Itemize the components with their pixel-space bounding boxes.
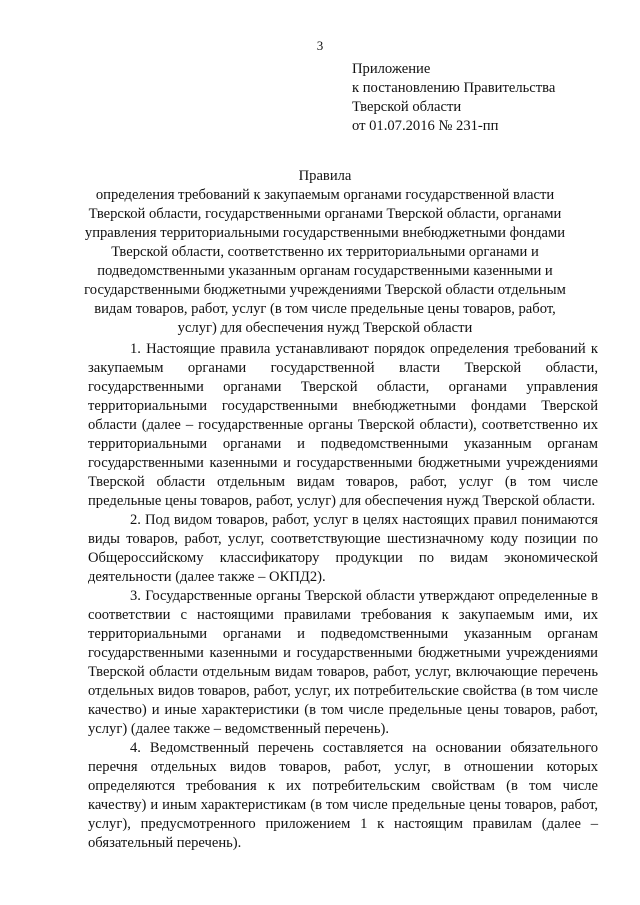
title-line-6: государственными бюджетными учреждениями Тверской области отдельным [84, 282, 566, 298]
appendix-line-4: от 01.07.2016 № 231-пп [352, 118, 499, 134]
title-heading: Правила [298, 168, 352, 184]
document-title [80, 167, 570, 338]
appendix-line-2: к постановлению Правительства [352, 80, 556, 96]
title-line-7: видам товаров, работ, услуг (в том числе предельные цены товаров, работ, [94, 301, 556, 317]
paragraph-1: 1. Настоящие правила устанавливают порядок определения требований к закупаемым органами государственной власти Тверской области, государственными органами Тверской области, органами управления территориальными государственными внебюджетными фондами Тверской области (далее – государственные органы Тверской области), соответственно их территориальными органами и подведомственными указанным органам государственными казенными и государственными бюджетными учреждениями Тверской области отдельным видам товаров, работ, услуг (в том числе предельные цены товаров, работ, услуг) для обеспечения нужд Тверской области. [88, 341, 598, 509]
appendix-line-1: Приложение [352, 61, 431, 77]
paragraph-3: 3. Государственные органы Тверской области утверждают определенные в соответствии с настоящими правилами требования к закупаемым ими, их территориальными органами и подведомственными указанным органам государственными казенными и государственными бюджетными учреждениями Тверской области отдельным видам товаров, работ, услуг, включающие перечень отдельных видов товаров, работ, услуг, их потребительские свойства (в том числе качество) и иные характеристики (в том числе предельные цены товаров, работ, услуг) (далее также – ведомственный перечень). [88, 588, 598, 737]
paragraph-2: 2. Под видом товаров, работ, услуг в целях настоящих правил понимаются виды товаров, работ, услуг, соответствующие шестизначному коду позиции по Общероссийскому классификатору продукции по видам экономической деятельности (далее также – ОКПД2). [88, 512, 598, 585]
title-line-1: определения требований к закупаемым органами государственной власти [95, 187, 555, 203]
paragraph-4: 4. Ведомственный перечень составляется на основании обязательного перечня отдельных видов товаров, работ, услуг, в отношении которых определяются требования к их потребительским свойствам (в том числе качеству) и иным характеристикам (в том числе предельные цены товаров, работ, услуг), предусмотренного приложением 1 к настоящим правилам (далее – обязательный перечень). [88, 740, 598, 851]
appendix-header [352, 60, 622, 136]
title-line-4: Тверской области, соответственно их территориальными органами и [111, 244, 539, 260]
document-body [88, 340, 598, 853]
appendix-line-3: Тверской области [352, 99, 462, 115]
title-line-3: управления территориальными государственными внебюджетными фондами [84, 225, 566, 241]
title-line-2: Тверской области, государственными органами Тверской области, органами [88, 206, 562, 222]
page-number: 3 [316, 38, 324, 53]
title-line-8: услуг) для обеспечения нужд Тверской области [177, 320, 473, 336]
title-line-5: подведомственными указанным органам государственными казенными и [97, 263, 553, 279]
